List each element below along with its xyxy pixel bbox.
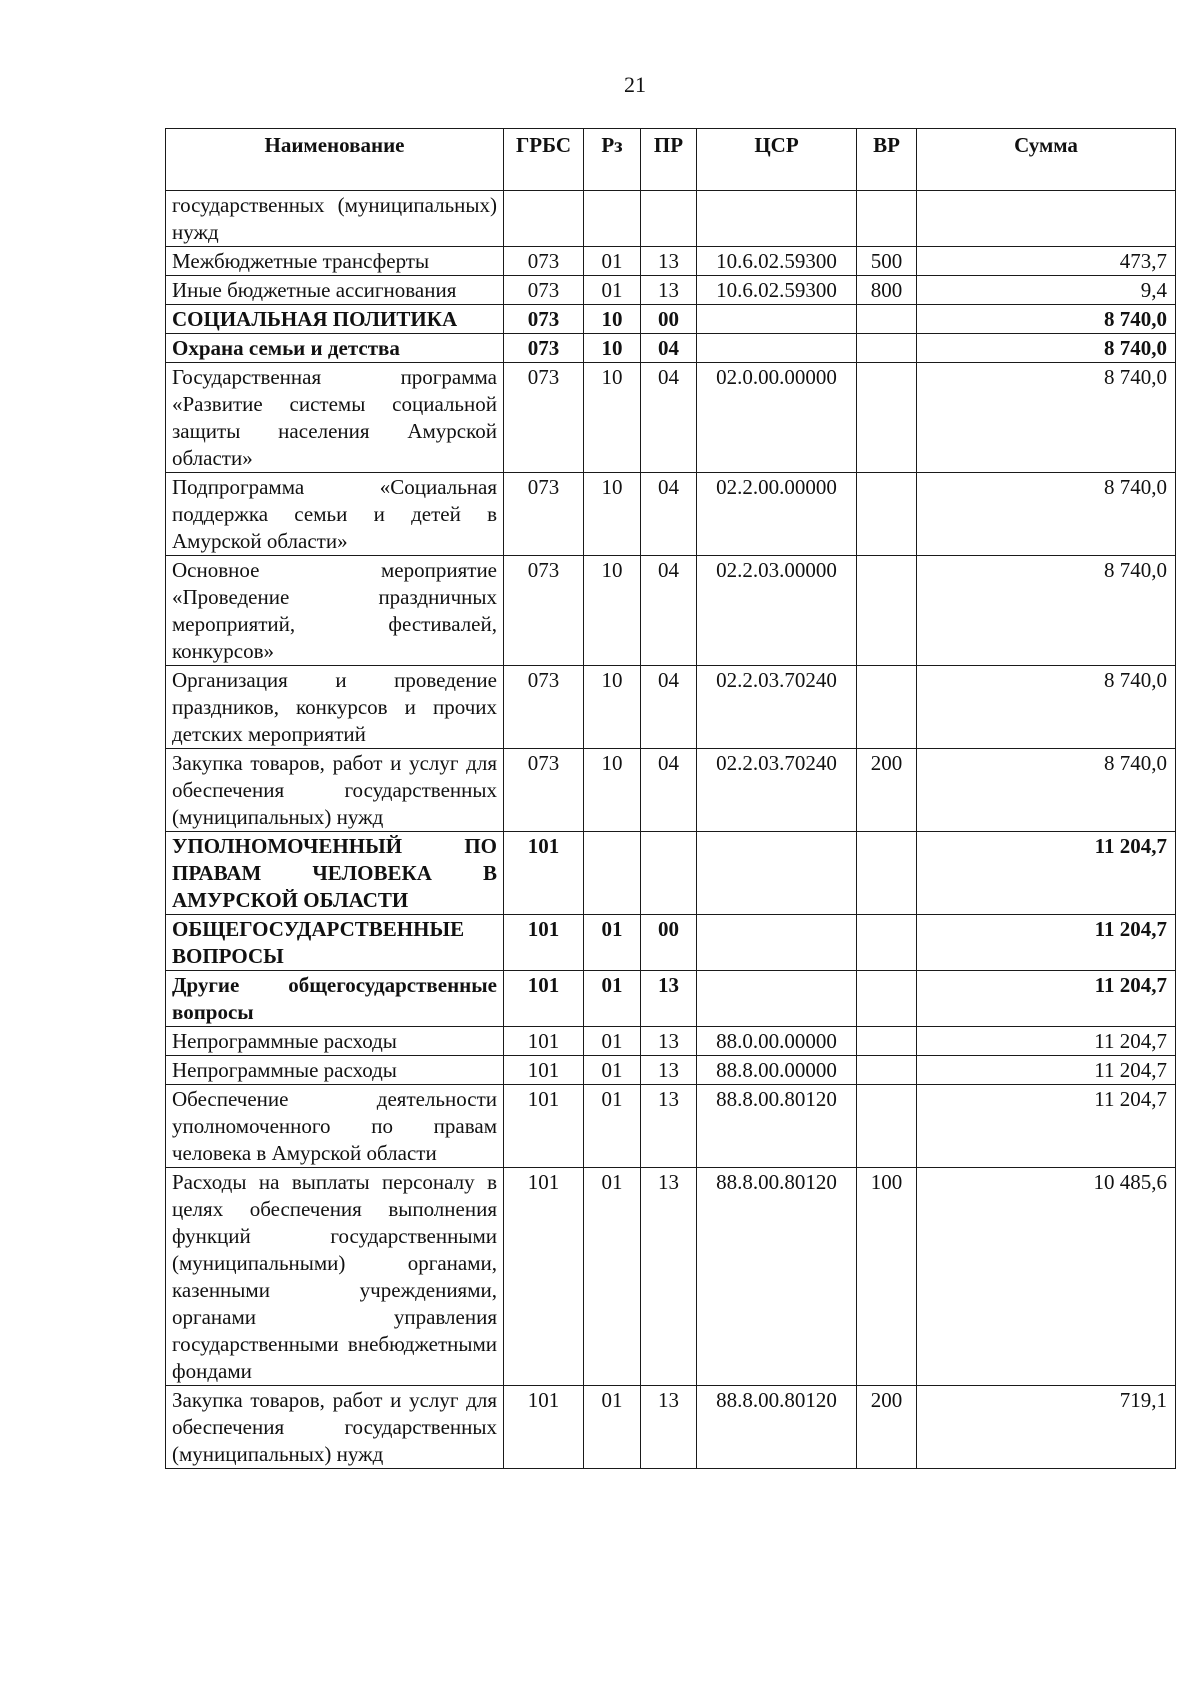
table-header-row	[166, 129, 1176, 191]
cell-csr	[697, 191, 857, 247]
table-row	[166, 1168, 1176, 1386]
cell-pr: 04	[641, 363, 697, 473]
cell-vr	[857, 915, 917, 971]
cell-grbs: 101	[504, 1168, 584, 1386]
cell-grbs: 101	[504, 1027, 584, 1056]
cell-csr: 02.2.00.00000	[697, 473, 857, 556]
header-grbs: ГРБС	[504, 129, 584, 191]
table-row	[166, 363, 1176, 473]
cell-vr: 200	[857, 1386, 917, 1469]
cell-name: СОЦИАЛЬНАЯ ПОЛИТИКА	[166, 305, 504, 334]
cell-vr: 200	[857, 749, 917, 832]
cell-sum: 11 204,7	[917, 832, 1176, 915]
cell-csr: 10.6.02.59300	[697, 276, 857, 305]
table-row	[166, 1056, 1176, 1085]
cell-pr: 13	[641, 1056, 697, 1085]
cell-sum: 8 740,0	[917, 473, 1176, 556]
cell-sum: 11 204,7	[917, 971, 1176, 1027]
cell-sum: 8 740,0	[917, 749, 1176, 832]
cell-rz	[584, 832, 641, 915]
cell-name: Обеспечение деятельности уполномоченного по правам человека в Амурской области	[166, 1085, 504, 1168]
cell-rz: 10	[584, 305, 641, 334]
cell-grbs: 101	[504, 1386, 584, 1469]
cell-grbs: 073	[504, 473, 584, 556]
table-row	[166, 556, 1176, 666]
cell-grbs: 101	[504, 1056, 584, 1085]
cell-name: Непрограммные расходы	[166, 1056, 504, 1085]
cell-pr: 13	[641, 1386, 697, 1469]
cell-vr	[857, 305, 917, 334]
cell-pr: 13	[641, 1027, 697, 1056]
cell-name: Закупка товаров, работ и услуг для обеспечения государственных (муниципальных) нужд	[166, 1386, 504, 1469]
cell-sum: 8 740,0	[917, 666, 1176, 749]
cell-rz: 10	[584, 556, 641, 666]
cell-rz: 10	[584, 666, 641, 749]
cell-name: УПОЛНОМОЧЕННЫЙ ПО ПРАВАМ ЧЕЛОВЕКА В АМУРСКОЙ ОБЛАСТИ	[166, 832, 504, 915]
cell-vr: 500	[857, 247, 917, 276]
cell-grbs: 101	[504, 915, 584, 971]
cell-grbs: 073	[504, 666, 584, 749]
table-row	[166, 247, 1176, 276]
table-row	[166, 276, 1176, 305]
cell-pr: 13	[641, 971, 697, 1027]
header-pr: ПР	[641, 129, 697, 191]
cell-pr: 13	[641, 1168, 697, 1386]
budget-table	[165, 128, 1176, 1469]
cell-vr	[857, 666, 917, 749]
header-sum: Сумма	[917, 129, 1176, 191]
cell-pr: 04	[641, 666, 697, 749]
cell-csr: 02.2.03.70240	[697, 666, 857, 749]
page-number: 21	[624, 72, 646, 97]
cell-pr: 04	[641, 556, 697, 666]
cell-sum: 8 740,0	[917, 305, 1176, 334]
table-row	[166, 191, 1176, 247]
cell-grbs: 101	[504, 1085, 584, 1168]
cell-csr: 02.2.03.00000	[697, 556, 857, 666]
cell-vr	[857, 1027, 917, 1056]
cell-csr	[697, 305, 857, 334]
cell-rz: 01	[584, 276, 641, 305]
cell-csr: 02.0.00.00000	[697, 363, 857, 473]
cell-vr	[857, 334, 917, 363]
cell-rz: 01	[584, 1085, 641, 1168]
table-row	[166, 1027, 1176, 1056]
cell-name: Иные бюджетные ассигнования	[166, 276, 504, 305]
table-row	[166, 749, 1176, 832]
table-row	[166, 1386, 1176, 1469]
table-row	[166, 473, 1176, 556]
cell-vr	[857, 832, 917, 915]
cell-rz	[584, 191, 641, 247]
cell-grbs: 073	[504, 305, 584, 334]
cell-pr: 13	[641, 276, 697, 305]
cell-name: Расходы на выплаты персоналу в целях обеспечения выполнения функций государственными (муниципальными) органами, казенными учреждениями, органами управления государственными внебюджетными фондами	[166, 1168, 504, 1386]
cell-vr	[857, 1056, 917, 1085]
cell-name: Другие общегосударственные вопросы	[166, 971, 504, 1027]
cell-pr: 04	[641, 749, 697, 832]
cell-pr: 04	[641, 334, 697, 363]
cell-rz: 01	[584, 1027, 641, 1056]
cell-sum: 8 740,0	[917, 334, 1176, 363]
table-row	[166, 1085, 1176, 1168]
cell-rz: 01	[584, 915, 641, 971]
cell-name: Основное мероприятие «Проведение праздничных мероприятий, фестивалей, конкурсов»	[166, 556, 504, 666]
header-csr: ЦСР	[697, 129, 857, 191]
cell-vr: 100	[857, 1168, 917, 1386]
cell-pr: 13	[641, 1085, 697, 1168]
header-rz: Рз	[584, 129, 641, 191]
cell-vr	[857, 556, 917, 666]
cell-sum: 11 204,7	[917, 1056, 1176, 1085]
cell-vr	[857, 971, 917, 1027]
cell-name: Охрана семьи и детства	[166, 334, 504, 363]
cell-grbs: 073	[504, 363, 584, 473]
cell-vr	[857, 473, 917, 556]
cell-rz: 10	[584, 473, 641, 556]
table-row	[166, 832, 1176, 915]
table-row	[166, 305, 1176, 334]
cell-grbs: 073	[504, 247, 584, 276]
cell-name: ОБЩЕГОСУДАРСТВЕННЫЕ ВОПРОСЫ	[166, 915, 504, 971]
cell-rz: 01	[584, 247, 641, 276]
table-body	[166, 191, 1176, 1469]
cell-sum: 719,1	[917, 1386, 1176, 1469]
cell-sum	[917, 191, 1176, 247]
cell-csr: 88.8.00.80120	[697, 1386, 857, 1469]
table-row	[166, 915, 1176, 971]
cell-vr	[857, 191, 917, 247]
cell-csr: 88.8.00.00000	[697, 1056, 857, 1085]
cell-sum: 11 204,7	[917, 1085, 1176, 1168]
cell-csr: 88.8.00.80120	[697, 1168, 857, 1386]
cell-grbs: 073	[504, 556, 584, 666]
cell-rz: 01	[584, 971, 641, 1027]
cell-csr: 10.6.02.59300	[697, 247, 857, 276]
cell-rz: 01	[584, 1056, 641, 1085]
cell-name: Организация и проведение праздников, конкурсов и прочих детских мероприятий	[166, 666, 504, 749]
cell-csr: 88.0.00.00000	[697, 1027, 857, 1056]
cell-name: Государственная программа «Развитие системы социальной защиты населения Амурской области»	[166, 363, 504, 473]
cell-name: Закупка товаров, работ и услуг для обеспечения государственных (муниципальных) нужд	[166, 749, 504, 832]
cell-pr: 00	[641, 915, 697, 971]
cell-name: Подпрограмма «Социальная поддержка семьи и детей в Амурской области»	[166, 473, 504, 556]
cell-csr	[697, 915, 857, 971]
table-row	[166, 971, 1176, 1027]
cell-vr: 800	[857, 276, 917, 305]
cell-grbs: 073	[504, 749, 584, 832]
cell-sum: 8 740,0	[917, 556, 1176, 666]
cell-name: Непрограммные расходы	[166, 1027, 504, 1056]
cell-csr: 88.8.00.80120	[697, 1085, 857, 1168]
cell-pr: 00	[641, 305, 697, 334]
table-row	[166, 334, 1176, 363]
cell-sum: 473,7	[917, 247, 1176, 276]
cell-grbs: 101	[504, 971, 584, 1027]
cell-name: Межбюджетные трансферты	[166, 247, 504, 276]
cell-sum: 9,4	[917, 276, 1176, 305]
cell-csr	[697, 971, 857, 1027]
header-vr: ВР	[857, 129, 917, 191]
cell-rz: 01	[584, 1168, 641, 1386]
cell-csr	[697, 832, 857, 915]
cell-pr	[641, 832, 697, 915]
cell-sum: 8 740,0	[917, 363, 1176, 473]
cell-pr: 04	[641, 473, 697, 556]
cell-vr	[857, 1085, 917, 1168]
cell-csr: 02.2.03.70240	[697, 749, 857, 832]
cell-pr: 13	[641, 247, 697, 276]
cell-vr	[857, 363, 917, 473]
cell-pr	[641, 191, 697, 247]
cell-rz: 10	[584, 749, 641, 832]
cell-sum: 11 204,7	[917, 915, 1176, 971]
cell-rz: 10	[584, 363, 641, 473]
cell-sum: 11 204,7	[917, 1027, 1176, 1056]
cell-sum: 10 485,6	[917, 1168, 1176, 1386]
cell-grbs	[504, 191, 584, 247]
cell-grbs: 073	[504, 276, 584, 305]
cell-grbs: 101	[504, 832, 584, 915]
cell-csr	[697, 334, 857, 363]
header-name: Наименование	[166, 129, 504, 191]
cell-name: государственных (муниципальных) нужд	[166, 191, 504, 247]
cell-rz: 01	[584, 1386, 641, 1469]
table-row	[166, 666, 1176, 749]
cell-rz: 10	[584, 334, 641, 363]
cell-grbs: 073	[504, 334, 584, 363]
